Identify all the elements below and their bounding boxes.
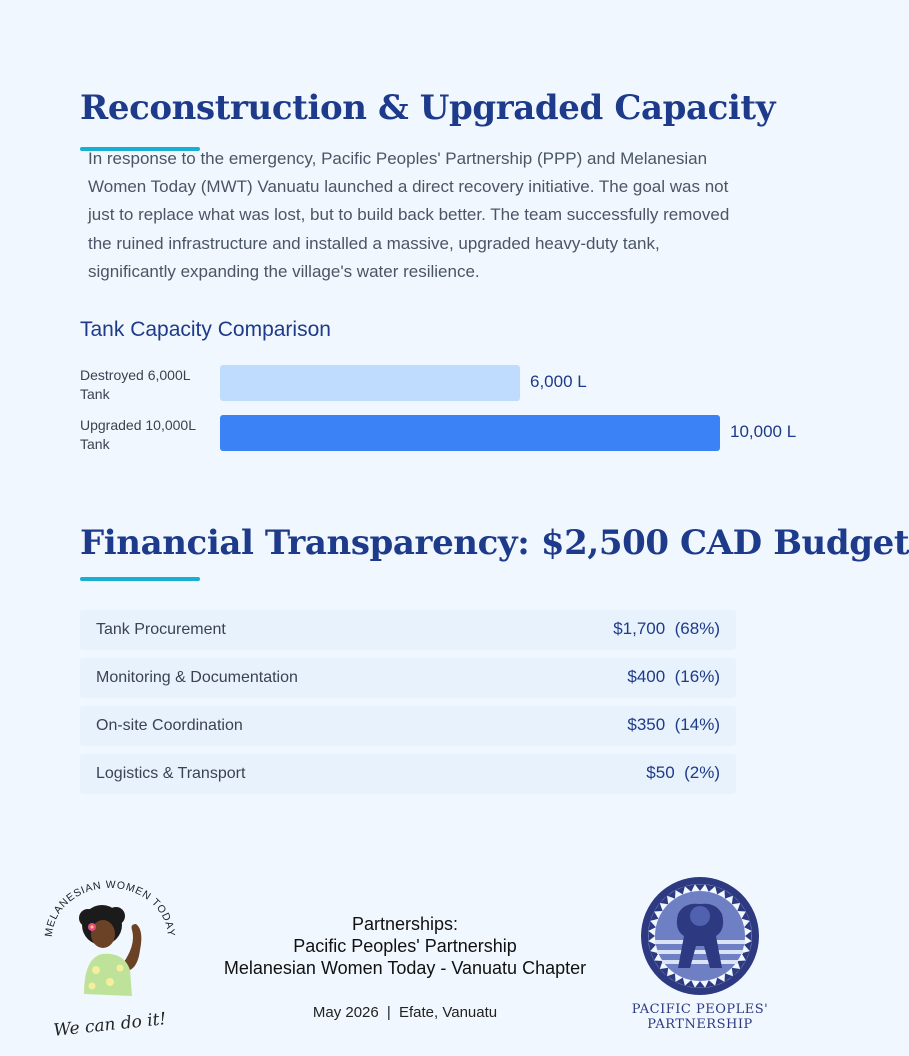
partnerships-label: Partnerships: (351, 914, 459, 934)
chart-category-label: Upgraded 10,000L Tank (80, 417, 196, 452)
reconstruction-paragraph: In response to the emergency, Pacific Peoples' Partnership (PPP) and Melanesian Women Today (MWT) Vanuatu launched a direct recovery initiative. The goal was not just to replace what was lost, but to build back better. The team successfully removed the ruined infrastructure and installed a massive, upgraded heavy-duty tank, significantly expanding the village's water resilience. (88, 149, 730, 281)
budget-item-amount: $350 (14%) (627, 715, 720, 734)
ppp-logo-emblem (640, 876, 760, 996)
budget-item-label: Logistics & Transport (96, 765, 246, 782)
date-location-line (180, 1004, 630, 1021)
budget-item-amount: $50 (2%) (646, 763, 720, 782)
chart-bar-upgraded-tank (220, 415, 720, 451)
chart-title: Tank Capacity Comparison (80, 318, 331, 341)
mwt-arc-text: MELANESIAN WOMEN TODAY (42, 878, 178, 938)
mwt-logo-graphic (40, 870, 180, 1040)
chart-bar-destroyed-tank (220, 365, 520, 401)
budget-item-amount: $400 (16%) (627, 667, 720, 686)
location: Efate, Vanuatu (398, 1004, 498, 1021)
budget-row (80, 706, 736, 746)
chart-category-label: Destroyed 6,000L Tank (80, 367, 190, 402)
budget-row (80, 610, 736, 650)
title-accent-underline (80, 577, 200, 581)
mwt-logo (40, 870, 180, 1040)
ppp-logo (640, 876, 760, 996)
budget-row (80, 754, 736, 794)
mwt-slogan: We can do it! (52, 1009, 168, 1040)
budget-item-amount: $1,700 (68%) (613, 619, 720, 638)
budget-item-label: Tank Procurement (96, 621, 226, 638)
ppp-logo-line1: PACIFIC PEOPLES' (631, 1002, 769, 1017)
date: May 2026 (312, 1004, 379, 1021)
section-title-financial: Financial Transparency: $2,500 CAD Budget (80, 523, 909, 563)
budget-item-label: Monitoring & Documentation (96, 669, 298, 686)
ppp-logo-line2: PARTNERSHIP (647, 1017, 753, 1032)
budget-row (80, 658, 736, 698)
separator: | (386, 1004, 391, 1021)
chart-data-label: 10,000 L (730, 422, 797, 441)
partner-ppp: Pacific Peoples' Partnership (293, 936, 517, 956)
budget-item-label: On-site Coordination (96, 717, 243, 734)
chart-data-label: 6,000 L (530, 372, 587, 391)
partner-mwt: Melanesian Women Today - Vanuatu Chapter (223, 958, 587, 978)
section-title-reconstruction: Reconstruction & Upgraded Capacity (80, 88, 776, 128)
